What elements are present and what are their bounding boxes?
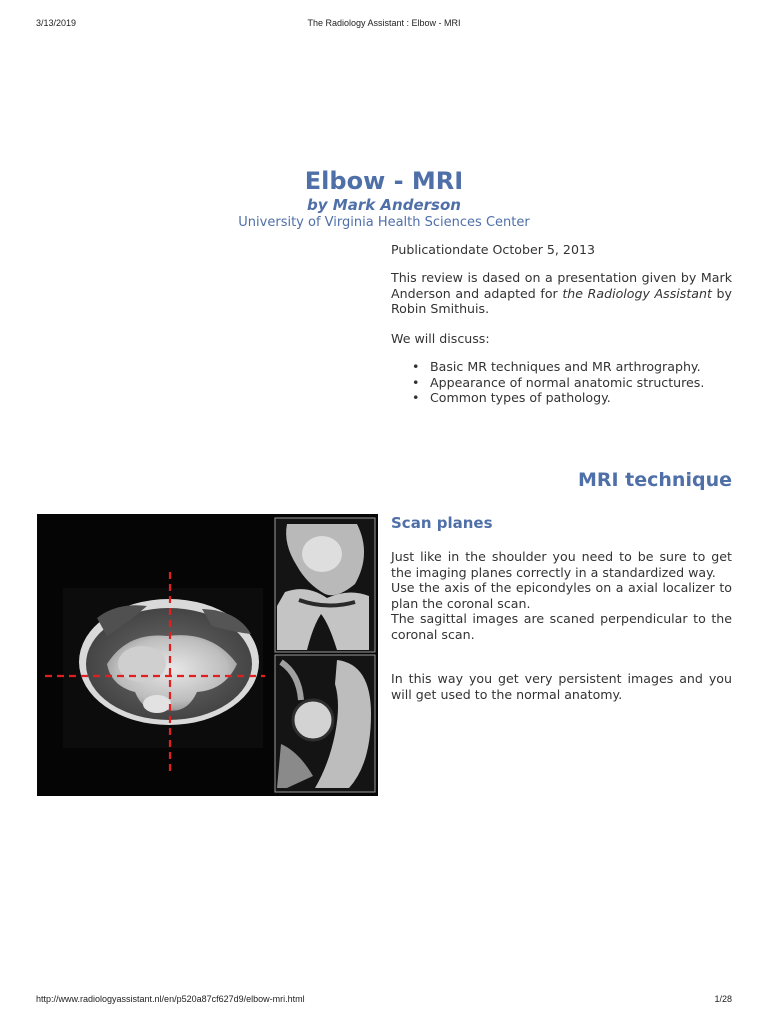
- print-page-title: The Radiology Assistant : Elbow - MRI: [307, 18, 461, 28]
- topic-list-item: • Common types of pathology.: [412, 390, 732, 406]
- scan-planes-summary: In this way you get very persistent images and you will get used to the normal anatomy.: [391, 671, 732, 702]
- scan-planes-line: Use the axis of the epicondyles on a axial localizer to plan the coronal scan.: [391, 580, 732, 611]
- article-author: by Mark Anderson: [307, 196, 461, 214]
- intro-paragraph: [391, 270, 732, 317]
- mri-image-illustration: [37, 514, 378, 796]
- subsection-heading: Scan planes: [391, 514, 493, 532]
- publication-date: Publicationdate October 5, 2013: [391, 242, 595, 257]
- scan-planes-paragraph: [391, 549, 732, 643]
- scan-planes-line: Just like in the shoulder you need to be sure to get the imaging planes correctly in a standardized way.: [391, 549, 732, 580]
- intro-text-1: This review is dased on a presentation given by Mark Anderson and adapted for: [391, 270, 732, 301]
- discuss-label: We will discuss:: [391, 331, 490, 346]
- topic-list: [412, 359, 732, 406]
- mri-scan-planes-figure: [37, 514, 378, 796]
- print-date: 3/13/2019: [36, 18, 77, 28]
- scan-planes-line: The sagittal images are scaned perpendicular to the coronal scan.: [391, 611, 732, 642]
- topic-list-item: • Appearance of normal anatomic structures.: [412, 375, 732, 391]
- topic-list-item: • Basic MR techniques and MR arthrography.: [412, 359, 732, 375]
- intro-text-2: by Robin Smithuis.: [391, 285, 732, 317]
- article-title: Elbow - MRI: [304, 167, 464, 195]
- article-affiliation: University of Virginia Health Sciences Center: [238, 215, 530, 230]
- section-heading: MRI technique: [577, 469, 732, 491]
- intro-text-italic: the Radiology Assistant: [562, 285, 712, 301]
- article-title-block: [0, 166, 768, 231]
- print-url: http://www.radiologyassistant.nl/en/p520a87cf627d9/elbow-mri.html: [36, 994, 305, 1004]
- print-page-number: 1/28: [714, 994, 732, 1004]
